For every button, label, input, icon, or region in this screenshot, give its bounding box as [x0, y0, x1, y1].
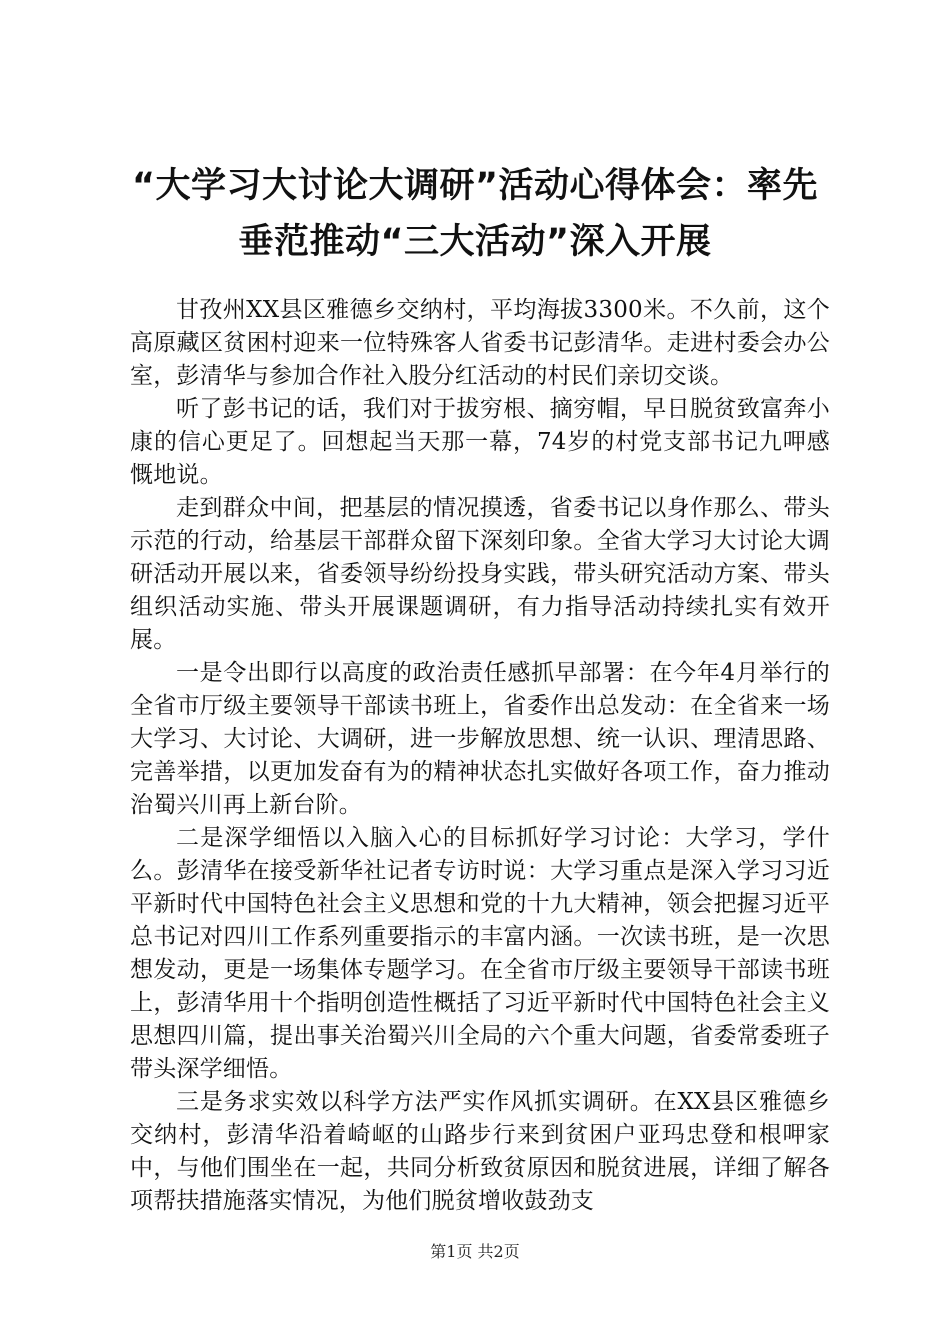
paragraph-4: 一是令出即行以高度的政治责任感抓早部署：在今年4月举行的全省市厅级主要领导干部读书班上，省委作出总发动：在全省来一场大学习、大讨论、大调研，进一步解放思想、统一认识、理清思路、完善举措，以更加发奋有为的精神状态扎实做好各项工作，奋力推动治蜀兴川再上新台阶。 — [130, 660, 830, 818]
document-title — [100, 158, 850, 270]
title-line-2: 垂范推动“三大活动”深入开展 — [238, 222, 712, 262]
paragraph-1: 甘孜州XX县区雅德乡交纳村，平均海拔3300米。不久前，这个高原藏区贫困村迎来一位特殊客人省委书记彭清华。走进村委会办公室，彭清华与参加合作社入股分红活动的村民们亲切交谈。 — [130, 297, 830, 389]
paragraph-2: 听了彭书记的话，我们对于拔穷根、摘穷帽，早日脱贫致富奔小康的信心更足了。回想起当天那一幕，74岁的村党支部书记九呷感慨地说。 — [130, 396, 830, 488]
title-line-1: “大学习大讨论大调研”活动心得体会：率先 — [131, 166, 818, 206]
paragraph-6: 三是务求实效以科学方法严实作风抓实调研。在XX县区雅德乡交纳村，彭清华沿着崎岖的山路步行来到贫困户亚玛忠登和根呷家中，与他们围坐在一起，共同分析致贫原因和脱贫进展，详细了解各项帮扶措施落实情况，为他们脱贫增收鼓劲支 — [130, 1089, 830, 1214]
paragraph-3: 走到群众中间，把基层的情况摸透，省委书记以身作那么、带头示范的行动，给基层干部群众留下深刻印象。全省大学习大讨论大调研活动开展以来，省委领导纷纷投身实践，带头研究活动方案、带头组织活动实施、带头开展课题调研，有力指导活动持续扎实有效开展。 — [130, 495, 830, 653]
paragraph-5: 二是深学细悟以入脑入心的目标抓好学习讨论：大学习，学什么。彭清华在接受新华社记者专访时说：大学习重点是深入学习习近平新时代中国特色社会主义思想和党的十九大精神，领会把握习近平总书记对四川工作系列重要指示的丰富内涵。一次读书班，是一次思想发动，更是一场集体专题学习。在全省市厅级主要领导干部读书班上，彭清华用十个指明创造性概括了习近平新时代中国特色社会主义思想四川篇，提出事关治蜀兴川全局的六个重大问题，省委常委班子带头深学细悟。 — [130, 825, 830, 1082]
document-body — [130, 294, 830, 1218]
page-footer: 第1页 共2页 — [430, 1242, 520, 1261]
